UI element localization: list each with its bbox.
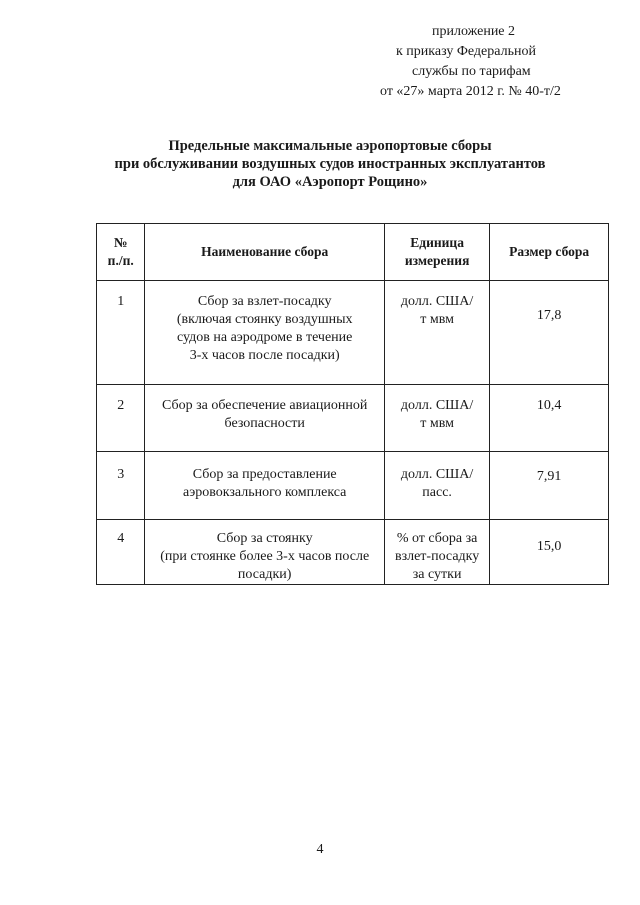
row-number — [97, 281, 145, 385]
appendix-reference — [380, 22, 620, 102]
row-number-text: 4 — [117, 531, 125, 546]
appendix-agency: службы по тарифам — [412, 64, 531, 79]
fee-name-line: судов на аэродроме в течение — [177, 330, 353, 345]
title-line-3: для ОАО «Аэропорт Рощино» — [232, 174, 428, 190]
fee-name — [145, 452, 385, 520]
header-unit-line-2: измерения — [404, 253, 470, 268]
fee-size — [490, 281, 609, 385]
appendix-date-number: от «27» марта 2012 г. № 40-т/2 — [380, 84, 561, 99]
fee-unit-line: долл. США/ — [400, 294, 474, 309]
fee-unit-line: т мвм — [420, 312, 454, 327]
fee-name-line: аэровокзального комплекса — [182, 485, 347, 500]
fee-unit-line: взлет-посадку — [394, 549, 480, 564]
header-fee-name: Наименование сбора — [145, 224, 385, 281]
title-line-2: при обслуживании воздушных судов иностранных эксплуатантов — [114, 156, 546, 172]
fee-size — [490, 385, 609, 452]
appendix-label: приложение 2 — [432, 24, 516, 39]
row-number-text: 3 — [117, 467, 125, 482]
fee-name — [145, 281, 385, 385]
fee-name-line: посадки) — [237, 567, 292, 582]
fee-unit — [384, 281, 489, 385]
fee-unit-line: за сутки — [412, 567, 462, 582]
fee-unit — [384, 385, 489, 452]
table-row — [97, 452, 609, 520]
fee-name — [145, 385, 385, 452]
fee-size-value: 15,0 — [536, 539, 562, 554]
table-header-row — [97, 224, 609, 281]
header-number-line-2: п./п. — [107, 253, 134, 268]
row-number — [97, 385, 145, 452]
fee-name-line: Сбор за предоставление — [192, 467, 337, 482]
document-title — [60, 137, 600, 191]
fee-unit-line: долл. США/ — [400, 467, 474, 482]
header-number-line-1: № — [113, 235, 128, 250]
fee-name-line: Сбор за обеспечение авиационной — [161, 398, 368, 413]
fee-size — [490, 520, 609, 585]
table-row — [97, 520, 609, 585]
fee-unit — [384, 452, 489, 520]
row-number-text: 2 — [117, 398, 125, 413]
fee-size — [490, 452, 609, 520]
fee-name-line: Сбор за взлет-посадку — [197, 294, 332, 309]
fee-name — [145, 520, 385, 585]
fee-name-line: (включая стоянку воздушных — [176, 312, 353, 327]
fee-unit-line: т мвм — [420, 416, 454, 431]
fee-size-value: 10,4 — [536, 398, 562, 413]
fee-size-value: 17,8 — [536, 308, 562, 323]
fee-unit-line: долл. США/ — [400, 398, 474, 413]
fees-table — [96, 223, 609, 585]
appendix-order-ref: к приказу Федеральной — [396, 44, 536, 59]
fee-name-line: безопасности — [224, 416, 305, 431]
fee-name-line: (при стоянке более 3-х часов после — [160, 549, 370, 564]
header-fee-size: Размер сбора — [490, 224, 609, 281]
header-number — [97, 224, 145, 281]
fee-unit-line: пасс. — [422, 485, 452, 500]
fee-unit-line: % от сбора за — [396, 531, 478, 546]
fee-size-value: 7,91 — [536, 469, 562, 484]
table-row — [97, 281, 609, 385]
row-number — [97, 520, 145, 585]
header-unit-line-1: Единица — [410, 235, 464, 250]
fee-unit — [384, 520, 489, 585]
page-number: 4 — [316, 842, 324, 857]
row-number — [97, 452, 145, 520]
fee-name-line: Сбор за стоянку — [216, 531, 313, 546]
table-row — [97, 385, 609, 452]
fee-name-line: 3-х часов после посадки) — [189, 348, 340, 363]
title-line-1: Предельные максимальные аэропортовые сборы — [168, 138, 492, 154]
header-unit — [384, 224, 489, 281]
row-number-text: 1 — [117, 294, 125, 309]
